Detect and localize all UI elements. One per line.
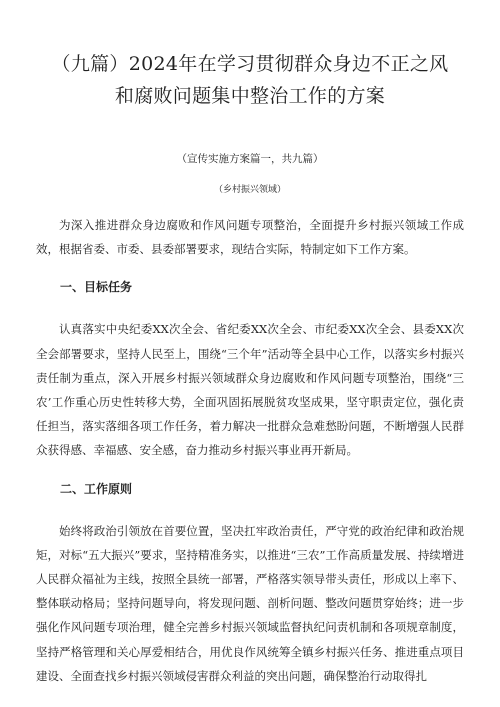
section-paragraph-principles: 始终将政治引领放在首要位置，坚决扛牢政治责任，严守党的政治纪律和政治规矩，对标“五大振兴”要求，坚持精准务实，以推进“三农”工作高质量发展、持续增进人民群众福祉为主线，按照全县统一部署，严格落实领导带头责任，形成以上率下、整体联动格局；坚持问题导向，将发现问题、剖析问题、整改问题贯穿始终；进一步强化作风问题专项治理，健全完善乡村振兴领域监督执纪问责机制和各项规章制度，坚持严格管理和关心厚爱相结合，用优良作风统筹全镇乡村振兴任务、推进重点项目建设、全面查找乡村振兴领域侵害群众利益的突出问题，确保整治行动取得扎	[36, 523, 464, 683]
section-heading-goals: 一、目标任务	[60, 280, 133, 295]
intro-paragraph: 为深入推进群众身边腐败和作风问题专项整治，全面提升乡村振兴领域工作成效，根据省委、市委、县委部署要求，现结合实际，特制定如下工作方案。	[36, 218, 464, 257]
document-category: （乡村振兴领域）	[213, 185, 286, 195]
section-heading-principles: 二、工作原则	[60, 481, 133, 496]
document-subtitle: （宣传实施方案篇一，共九篇）	[176, 153, 324, 165]
document-title: （九篇）2024年在学习贯彻群众身边不正之风和腐败问题集中整治工作的方案	[51, 53, 449, 107]
section-paragraph-goals: 认真落实中央纪委XX次全会、省纪委XX次全会、市纪委XX次全会、县委XX次全会部署要求，坚持人民至上，围绕“三个年”活动等全县中心工作，以落实乡村振兴责任制为重点，深入开展乡村振兴领域群众身边腐败和作风问题专项整治，围绕“三农’工作重心历史性转移大势，全面巩固拓展脱贫攻坚成果，坚守职责定位，强化责任担当，落实落细各项工作任务，着力解决一批群众急难愁盼问题，不断增强人民群众获得感、幸福感、安全感，奋力推动乡村振兴事业再开新局。	[36, 322, 464, 458]
